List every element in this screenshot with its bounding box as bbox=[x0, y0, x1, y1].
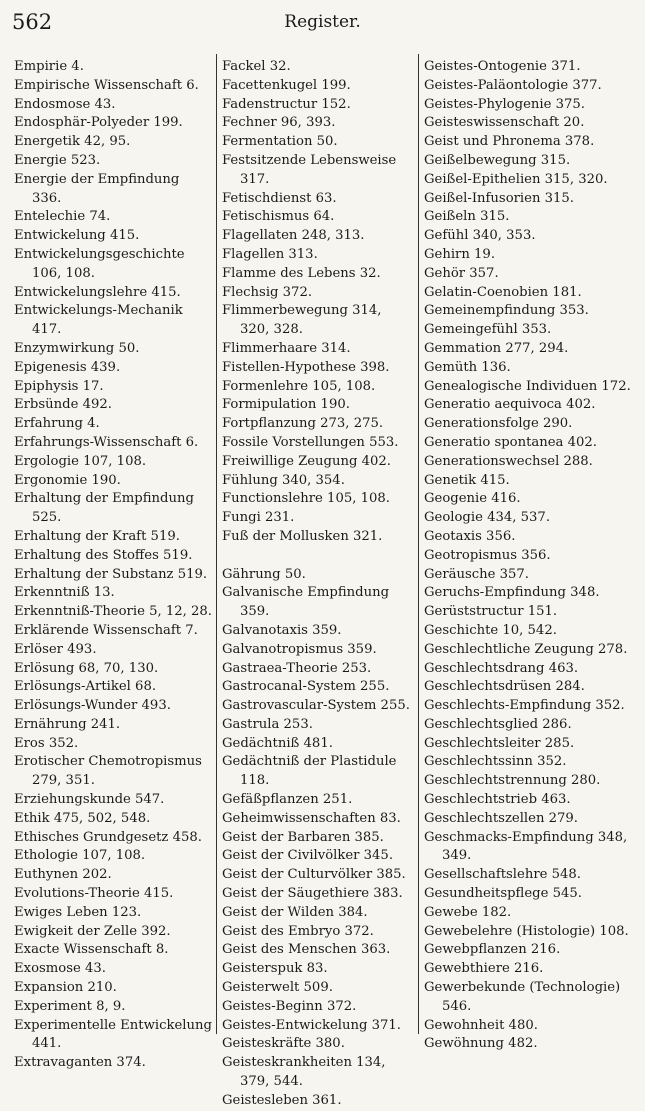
index-entry: Geist der Civilvölker 345. bbox=[222, 848, 394, 864]
index-entry: Gemmation 277, 294. bbox=[424, 340, 569, 356]
index-entry: Geschmacks-Empfindung 348, 349. bbox=[424, 829, 628, 864]
index-entry: Gedächtniß 481. bbox=[222, 735, 333, 751]
index-entry: Erhaltung des Stoffes 519. bbox=[14, 547, 193, 563]
index-entry: Ewigkeit der Zelle 392. bbox=[14, 923, 171, 939]
index-entry: Geistes-Entwickelung 371. bbox=[222, 1017, 401, 1033]
index-entry: Genetik 415. bbox=[424, 472, 510, 488]
index-entry: Geschlechtliche Zeugung 278. bbox=[424, 641, 628, 657]
index-entry: Geisteskrankheiten 134, 379, 544. bbox=[222, 1055, 386, 1090]
index-entry: Fackel 32. bbox=[222, 59, 291, 74]
index-entry: Endosphär-Polyeder 199. bbox=[14, 115, 183, 131]
index-entry: Geistes-Phylogenie 375. bbox=[424, 96, 585, 112]
index-entry: Ernährung 241. bbox=[14, 716, 121, 732]
index-entry: Gemeingefühl 353. bbox=[424, 322, 552, 338]
index-entry: Geogenie 416. bbox=[424, 491, 521, 507]
index-entry: Ewiges Leben 123. bbox=[14, 904, 142, 920]
index-entry: Galvanotaxis 359. bbox=[222, 622, 342, 638]
page-header bbox=[0, 6, 645, 40]
index-entry: Gefäßpflanzen 251. bbox=[222, 792, 353, 808]
index-entry: Expansion 210. bbox=[14, 980, 117, 996]
index-entry: Geisterwelt 509. bbox=[222, 980, 333, 996]
index-entry: Geisterspuk 83. bbox=[222, 961, 328, 977]
index-entry: Geologie 434, 537. bbox=[424, 510, 551, 526]
index-entry: Fetischismus 64. bbox=[222, 209, 335, 225]
index-entry: Geisteskräfte 380. bbox=[222, 1036, 345, 1052]
index-entry: Geschlechtsglied 286. bbox=[424, 716, 572, 732]
index-entry: Entwickelungsgeschichte 106, 108. bbox=[14, 246, 185, 281]
index-entry: Ethik 475, 502, 548. bbox=[14, 810, 151, 826]
section-gap bbox=[222, 547, 412, 566]
index-entry: Gastrula 253. bbox=[222, 716, 313, 732]
index-entry: Geist der Wilden 384. bbox=[222, 904, 368, 920]
index-entry: Genealogische Individuen 172. bbox=[424, 378, 631, 394]
index-entry: Gewebpflanzen 216. bbox=[424, 942, 561, 958]
index-entry: Flechsig 372. bbox=[222, 284, 313, 300]
index-entry: Geist des Embryo 372. bbox=[222, 923, 374, 939]
index-entry: Fetischdienst 63. bbox=[222, 190, 337, 206]
index-entry: Epigenesis 439. bbox=[14, 359, 121, 375]
index-column-2 bbox=[222, 58, 412, 1111]
index-entry: Gelatin-Coenobien 181. bbox=[424, 284, 582, 300]
index-entry: Geschlechtsdrang 463. bbox=[424, 660, 579, 676]
index-entry: Gerüststructur 151. bbox=[424, 604, 558, 620]
index-entry: Endosmose 43. bbox=[14, 96, 116, 112]
index-entry: Gewerbekunde (Technologie) 546. bbox=[424, 980, 621, 1014]
index-entry: Ergologie 107, 108. bbox=[14, 453, 147, 469]
index-entry: Generatio spontanea 402. bbox=[424, 434, 597, 450]
index-entry: Gewebelehre (Histologie) 108. bbox=[424, 923, 629, 939]
index-entry: Geist der Culturvölker 385. bbox=[222, 867, 406, 883]
index-entry: Erfahrungs-Wissenschaft 6. bbox=[14, 434, 199, 450]
column-divider bbox=[418, 54, 419, 1034]
index-entry: Formenlehre 105, 108. bbox=[222, 378, 376, 394]
index-entry: Erbsünde 492. bbox=[14, 397, 112, 413]
index-entry: Geotaxis 356. bbox=[424, 528, 516, 544]
index-entry: Gemeinempfindung 353. bbox=[424, 303, 589, 319]
index-entry: Fühlung 340, 354. bbox=[222, 472, 345, 488]
index-entry: Festsitzende Lebensweise 317. bbox=[222, 152, 397, 187]
index-entry: Geistes-Paläontologie 377. bbox=[424, 77, 602, 93]
index-entry: Erhaltung der Empfindung 525. bbox=[14, 491, 194, 526]
index-entry: Fistellen-Hypothese 398. bbox=[222, 359, 390, 375]
index-entry: Generationsfolge 290. bbox=[424, 416, 573, 432]
index-entry: Fungi 231. bbox=[222, 510, 295, 526]
index-entry: Erlöser 493. bbox=[14, 641, 97, 657]
index-entry: Geräusche 357. bbox=[424, 566, 530, 582]
index-entry: Entwickelungslehre 415. bbox=[14, 284, 181, 300]
index-entry: Empirie 4. bbox=[14, 59, 84, 74]
index-entry: Geschlechtszellen 279. bbox=[424, 810, 578, 826]
index-entry: Erhaltung der Substanz 519. bbox=[14, 566, 208, 582]
index-entry: Gastraea-Theorie 253. bbox=[222, 660, 372, 676]
index-entry: Erziehungskunde 547. bbox=[14, 792, 165, 808]
index-entry: Erfahrung 4. bbox=[14, 416, 100, 432]
index-entry: Energetik 42, 95. bbox=[14, 134, 131, 150]
index-entry: Gedächtniß der Plastidule 118. bbox=[222, 754, 397, 789]
index-entry: Geheimwissenschaften 83. bbox=[222, 810, 401, 826]
index-entry: Eros 352. bbox=[14, 735, 79, 751]
index-entry: Geißelbewegung 315. bbox=[424, 152, 571, 168]
index-entry: Erkenntniß-Theorie 5, 12, 28. bbox=[14, 604, 212, 620]
index-entry: Geist der Säugethiere 383. bbox=[222, 886, 403, 902]
index-column-1 bbox=[14, 58, 212, 1073]
index-entry: Entwickelungs-Mechanik 417. bbox=[14, 303, 183, 338]
index-entry: Erotischer Chemotropismus 279, 351. bbox=[14, 754, 202, 789]
index-entry: Geist des Menschen 363. bbox=[222, 942, 391, 958]
index-entry: Geruchs-Empfindung 348. bbox=[424, 585, 600, 601]
index-entry: Empirische Wissenschaft 6. bbox=[14, 77, 199, 93]
index-entry: Galvanotropismus 359. bbox=[222, 641, 377, 657]
index-entry: Fermentation 50. bbox=[222, 134, 338, 150]
index-entry: Geschlechtsleiter 285. bbox=[424, 735, 575, 751]
index-entry: Gährung 50. bbox=[222, 566, 306, 582]
index-entry: Geschlechtssinn 352. bbox=[424, 754, 567, 770]
index-entry: Epiphysis 17. bbox=[14, 378, 104, 394]
index-entry: Freiwillige Zeugung 402. bbox=[222, 453, 391, 469]
index-entry: Geschlechtstrennung 280. bbox=[424, 773, 601, 789]
page-title: Register. bbox=[284, 12, 361, 32]
index-entry: Gehör 357. bbox=[424, 265, 499, 281]
index-entry: Entwickelung 415. bbox=[14, 228, 140, 244]
index-entry: Evolutions-Theorie 415. bbox=[14, 886, 174, 902]
index-entry: Entelechie 74. bbox=[14, 209, 111, 225]
index-entry: Euthynen 202. bbox=[14, 867, 112, 883]
index-entry: Erhaltung der Kraft 519. bbox=[14, 528, 180, 544]
index-entry: Exacte Wissenschaft 8. bbox=[14, 942, 169, 958]
index-entry: Gewöhnung 482. bbox=[424, 1036, 538, 1052]
index-entry: Erlösungs-Wunder 493. bbox=[14, 698, 171, 714]
index-entry: Ethologie 107, 108. bbox=[14, 848, 146, 864]
index-entry: Geist und Phronema 378. bbox=[424, 134, 595, 150]
index-entry: Erkenntniß 13. bbox=[14, 585, 115, 601]
index-entry: Geißeln 315. bbox=[424, 209, 510, 225]
index-entry: Exosmose 43. bbox=[14, 961, 106, 977]
index-entry: Gehirn 19. bbox=[424, 246, 496, 262]
index-entry: Ethisches Grundgesetz 458. bbox=[14, 829, 202, 845]
page-number: 562 bbox=[12, 10, 53, 34]
index-entry: Geschichte 10, 542. bbox=[424, 622, 557, 638]
index-entry: Geistesleben 361. bbox=[222, 1092, 342, 1108]
index-entry: Geißel-Epithelien 315, 320. bbox=[424, 171, 608, 187]
index-entry: Geistes-Ontogenie 371. bbox=[424, 59, 581, 74]
index-entry: Geistes-Beginn 372. bbox=[222, 998, 357, 1014]
index-entry: Flimmerhaare 314. bbox=[222, 340, 351, 356]
index-entry: Gastrovascular-System 255. bbox=[222, 698, 410, 714]
index-column-3 bbox=[424, 58, 636, 1054]
index-entry: Fadenstructur 152. bbox=[222, 96, 351, 112]
index-entry: Gemüth 136. bbox=[424, 359, 511, 375]
index-entry: Gewebthiere 216. bbox=[424, 961, 544, 977]
index-entry: Facettenkugel 199. bbox=[222, 77, 351, 93]
index-entry: Geschlechts-Empfindung 352. bbox=[424, 698, 625, 714]
index-entry: Experimentelle Entwickelung 441. bbox=[14, 1017, 212, 1052]
index-entry: Fossile Vorstellungen 553. bbox=[222, 434, 399, 450]
index-entry: Geotropismus 356. bbox=[424, 547, 551, 563]
index-entry: Flagellen 313. bbox=[222, 246, 318, 262]
index-entry: Gesundheitspflege 545. bbox=[424, 886, 582, 902]
index-entry: Flagellaten 248, 313. bbox=[222, 228, 365, 244]
index-entry: Gewohnheit 480. bbox=[424, 1017, 538, 1033]
index-entry: Functionslehre 105, 108. bbox=[222, 491, 390, 507]
column-divider bbox=[216, 54, 217, 1034]
index-entry: Geschlechtstrieb 463. bbox=[424, 792, 571, 808]
index-entry: Fechner 96, 393. bbox=[222, 115, 336, 131]
index-entry: Enzymwirkung 50. bbox=[14, 340, 140, 356]
index-entry: Fuß der Mollusken 321. bbox=[222, 528, 383, 544]
index-entry: Geschlechtsdrüsen 284. bbox=[424, 679, 585, 695]
index-entry: Gewebe 182. bbox=[424, 904, 512, 920]
index-entry: Generatio aequivoca 402. bbox=[424, 397, 596, 413]
index-entry: Geißel-Infusorien 315. bbox=[424, 190, 575, 206]
index-entry: Ergonomie 190. bbox=[14, 472, 121, 488]
index-entry: Erlösung 68, 70, 130. bbox=[14, 660, 159, 676]
index-entry: Fortpflanzung 273, 275. bbox=[222, 416, 384, 432]
index-entry: Experiment 8, 9. bbox=[14, 998, 126, 1014]
index-entry: Gastrocanal-System 255. bbox=[222, 679, 390, 695]
index-entry: Generationswechsel 288. bbox=[424, 453, 593, 469]
index-entry: Gesellschaftslehre 548. bbox=[424, 867, 581, 883]
index-entry: Erlösungs-Artikel 68. bbox=[14, 679, 157, 695]
index-entry: Flamme des Lebens 32. bbox=[222, 265, 381, 281]
index-entry: Erklärende Wissenschaft 7. bbox=[14, 622, 198, 638]
index-entry: Extravaganten 374. bbox=[14, 1055, 146, 1071]
index-entry: Formipulation 190. bbox=[222, 397, 350, 413]
index-entry: Flimmerbewegung 314, 320, 328. bbox=[222, 303, 382, 338]
index-entry: Galvanische Empfindung 359. bbox=[222, 585, 390, 620]
index-entry: Energie 523. bbox=[14, 152, 101, 168]
index-entry: Geist der Barbaren 385. bbox=[222, 829, 384, 845]
index-entry: Geisteswissenschaft 20. bbox=[424, 115, 585, 131]
index-entry: Energie der Empfindung 336. bbox=[14, 171, 180, 206]
index-entry: Gefühl 340, 353. bbox=[424, 228, 536, 244]
